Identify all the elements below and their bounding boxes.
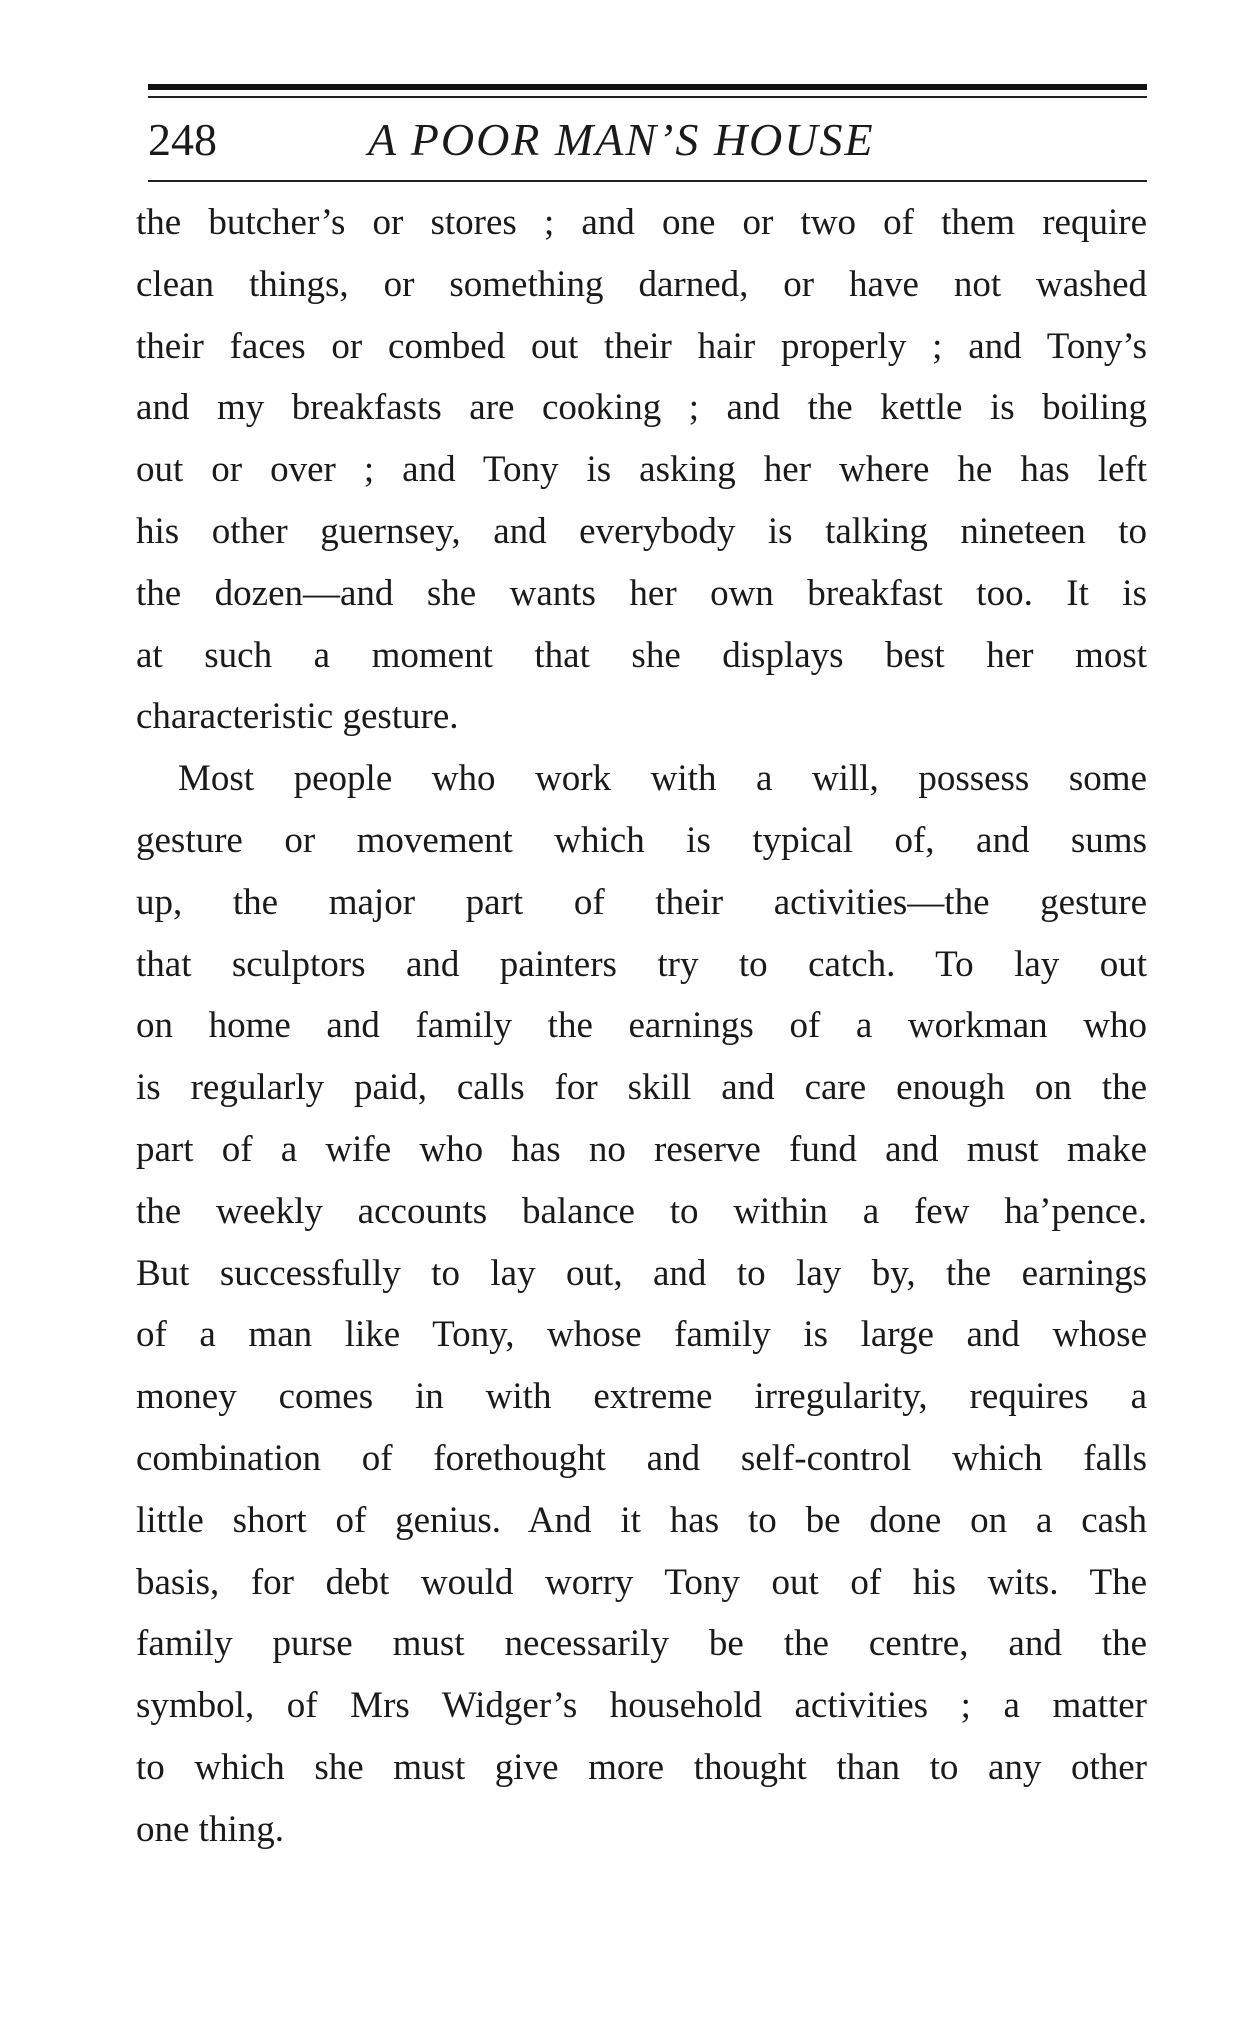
- text-line: the dozen—and she wants her own breakfast too. It is: [136, 572, 1147, 614]
- text-line: that sculptors and painters try to catch. To lay out: [136, 943, 1147, 985]
- text-line: to which she must give more thought than to any other: [136, 1746, 1147, 1788]
- header-rule-thin: [148, 96, 1147, 98]
- text-line: part of a wife who has no reserve fund and must make: [136, 1128, 1147, 1170]
- text-line: of a man like Tony, whose family is large and whose: [136, 1314, 1147, 1356]
- text-line: money comes in with extreme irregularity, requires a: [136, 1376, 1147, 1418]
- text-line: up, the major part of their activities—the gesture: [136, 881, 1147, 923]
- text-line: their faces or combed out their hair properly ; and Tony’s: [136, 325, 1147, 367]
- text-line: characteristic gesture.: [136, 696, 459, 738]
- text-line: is regularly paid, calls for skill and care enough on the: [136, 1067, 1147, 1109]
- running-title: A POOR MAN’S HOUSE: [368, 114, 875, 165]
- text-line: at such a moment that she displays best her most: [136, 634, 1147, 676]
- text-line: the weekly accounts balance to within a few ha’pence.: [136, 1190, 1147, 1232]
- text-line: symbol, of Mrs Widger’s household activities ; a matter: [136, 1685, 1147, 1727]
- running-header: [148, 108, 1147, 172]
- text-line: clean things, or something darned, or have not washed: [136, 263, 1147, 305]
- text-line: the butcher’s or stores ; and one or two of them require: [136, 202, 1147, 243]
- header-rule-thick: [148, 84, 1147, 90]
- header-rule-bottom: [148, 180, 1147, 182]
- text-line: family purse must necessarily be the centre, and the: [136, 1623, 1147, 1665]
- body-text: [136, 192, 1147, 1861]
- text-line: But successfully to lay out, and to lay by, the earnings: [136, 1252, 1147, 1294]
- text-line: his other guernsey, and everybody is talking nineteen to: [136, 510, 1147, 552]
- text-line: little short of genius. And it has to be done on a cash: [136, 1499, 1147, 1541]
- page-number: 248: [148, 114, 217, 165]
- text-line: out or over ; and Tony is asking her where he has left: [136, 449, 1147, 491]
- text-line: one thing.: [136, 1808, 284, 1850]
- text-line: and my breakfasts are cooking ; and the kettle is boiling: [136, 387, 1147, 429]
- text-line: Most people who work with a will, possess some: [178, 758, 1147, 800]
- text-line: combination of forethought and self-control which falls: [136, 1437, 1147, 1479]
- text-line: basis, for debt would worry Tony out of his wits. The: [136, 1561, 1147, 1603]
- text-line: on home and family the earnings of a workman who: [136, 1005, 1147, 1047]
- text-line: gesture or movement which is typical of, and sums: [136, 819, 1147, 861]
